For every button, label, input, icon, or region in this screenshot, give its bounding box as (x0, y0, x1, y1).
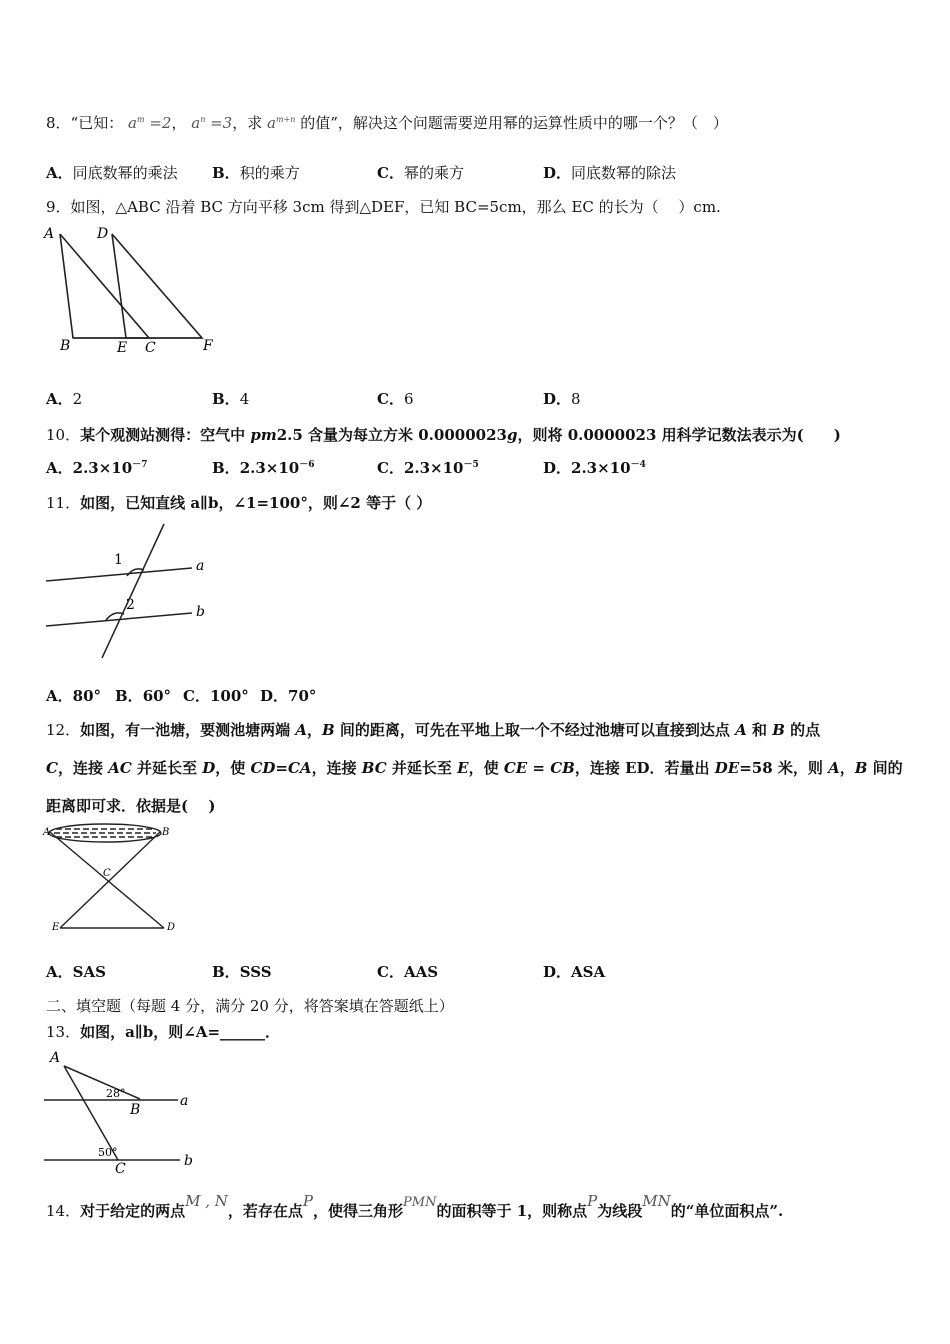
q8-option-d[interactable]: D．同底数幂的除法 (543, 164, 677, 182)
q9-triangle-abc (60, 234, 149, 338)
q9-label-f: F (203, 338, 213, 354)
q14-stem: 14．对于给定的两点M , N，若存在点P，使得三角形PMN的面积等于 1，则称点P为线段MN的“单位面积点”. (46, 1192, 784, 1220)
q12-option-c[interactable]: C．AAS (377, 963, 439, 981)
q9-label-b: B (60, 338, 71, 354)
q11-option-d[interactable]: D．70° (260, 687, 317, 705)
q11-line-a (46, 568, 192, 581)
q13-label-line-b: b (184, 1153, 193, 1169)
q9-number: 9． (46, 198, 71, 216)
q8-math-an: $a^n =3$ (191, 114, 233, 132)
q9-triangle-def (112, 234, 202, 338)
q9-option-d[interactable]: D．8 (543, 390, 581, 408)
section-title-fill-in: 二、填空题（每题 4 分，满分 20 分，将答案填在答题纸上） (46, 997, 454, 1015)
q9-option-a[interactable]: A．2 (46, 390, 83, 408)
q12-stem-line1: 12．如图，有一池塘，要测池塘两端 A，B 间的距离，可先在平地上取一个不经过池塘可以直接到达点 A 和 B 的点 (46, 721, 821, 739)
q12-option-a[interactable]: A．SAS (46, 963, 106, 981)
q13-figure (40, 1046, 210, 1176)
q12-label-d: D (167, 922, 176, 933)
q10-option-b[interactable]: B．$2.3\times 10^{-6}$ (212, 459, 315, 477)
q14-number: 14． (46, 1202, 81, 1220)
q8-option-b[interactable]: B．积的乘方 (212, 164, 300, 182)
q8-math-amn: $a^{m+n}$ (267, 114, 296, 132)
q12-label-b: B (162, 827, 170, 838)
q11-transversal (102, 524, 164, 658)
q9-option-c[interactable]: C．6 (377, 390, 414, 408)
q10-option-a[interactable]: A．$2.3\times 10^{-7}$ (46, 459, 148, 477)
q9-option-b[interactable]: B．4 (212, 390, 250, 408)
q11-label-1: 1 (114, 552, 123, 568)
q12-label-c: C (103, 868, 111, 879)
q11-label-b: b (196, 604, 205, 620)
q9-label-d: D (97, 226, 109, 242)
q12-number: 12． (46, 721, 81, 739)
q13-angle-28: 28° (106, 1087, 126, 1100)
q11-option-c[interactable]: C．100° (183, 687, 249, 705)
q8-math-am: $a^m =2$ (128, 114, 172, 132)
q13-label-a-vertex: A (50, 1050, 61, 1066)
q9-label-e: E (117, 340, 128, 356)
q8-option-a[interactable]: A．同底数幂的乘法 (46, 164, 178, 182)
q9-figure-translated-triangles (40, 222, 225, 357)
q12-label-e: E (52, 922, 60, 933)
q13-label-c-point: C (115, 1161, 126, 1176)
q12-label-a: A (43, 827, 51, 838)
q11-label-a: a (196, 558, 205, 574)
q12-stem-line3: 距离即可求．依据是( ) (46, 797, 216, 815)
q13-angle-50: 50° (98, 1146, 118, 1159)
q10-stem: 10．某个观测站测得：空气中 pm2.5 含量为每立方米 0.0000023g，则将 0.0000023 用科学记数法表示为( ) (46, 426, 841, 444)
q13-label-line-a: a (180, 1093, 189, 1109)
q11-number: 11． (46, 494, 81, 512)
q8-option-c[interactable]: C．幂的乘方 (377, 164, 464, 182)
q8-number: 8． (46, 114, 71, 132)
q11-stem: 11．如图，已知直线 a∥b，∠1=100°，则∠2 等于（ ） (46, 494, 432, 512)
q9-label-c: C (145, 340, 156, 356)
q12-option-b[interactable]: B．SSS (212, 963, 272, 981)
q13-number: 13． (46, 1023, 81, 1041)
q11-label-2: 2 (126, 597, 135, 613)
q11-option-a[interactable]: A．80° (46, 687, 102, 705)
q11-figure-parallel-lines (42, 518, 212, 663)
q12-option-d[interactable]: D．ASA (543, 963, 606, 981)
q12-stem-line2: C，连接 AC 并延长至 D，使 CD=CA，连接 BC 并延长至 E，使 CE = CB，连接 ED．若量出 DE=58 米，则 A，B 间的 (46, 759, 903, 777)
q11-option-b[interactable]: B．60° (115, 687, 172, 705)
q13-label-b-point: B (130, 1102, 141, 1118)
q8-stem: 8．“已知： $a^m =2$， $a^n =3$，求 $a^{m+n}$ 的值”，解决这个问题需要逆用幂的运算性质中的哪一个？（ ） (46, 114, 728, 132)
q9-label-a: A (44, 226, 55, 242)
q10-option-c[interactable]: C．$2.3\times 10^{-5}$ (377, 459, 479, 477)
q10-option-d[interactable]: D．$2.3\times 10^{-4}$ (543, 459, 646, 477)
q13-stem: 13．如图，a∥b，则∠A=______． (46, 1023, 281, 1041)
q12-figure-pond (40, 820, 190, 938)
q9-stem: 9．如图，△ABC 沿着 BC 方向平移 3cm 得到△DEF，已知 BC=5cm，那么 EC 的长为（ ）cm. (46, 198, 721, 216)
q10-number: 10． (46, 426, 81, 444)
